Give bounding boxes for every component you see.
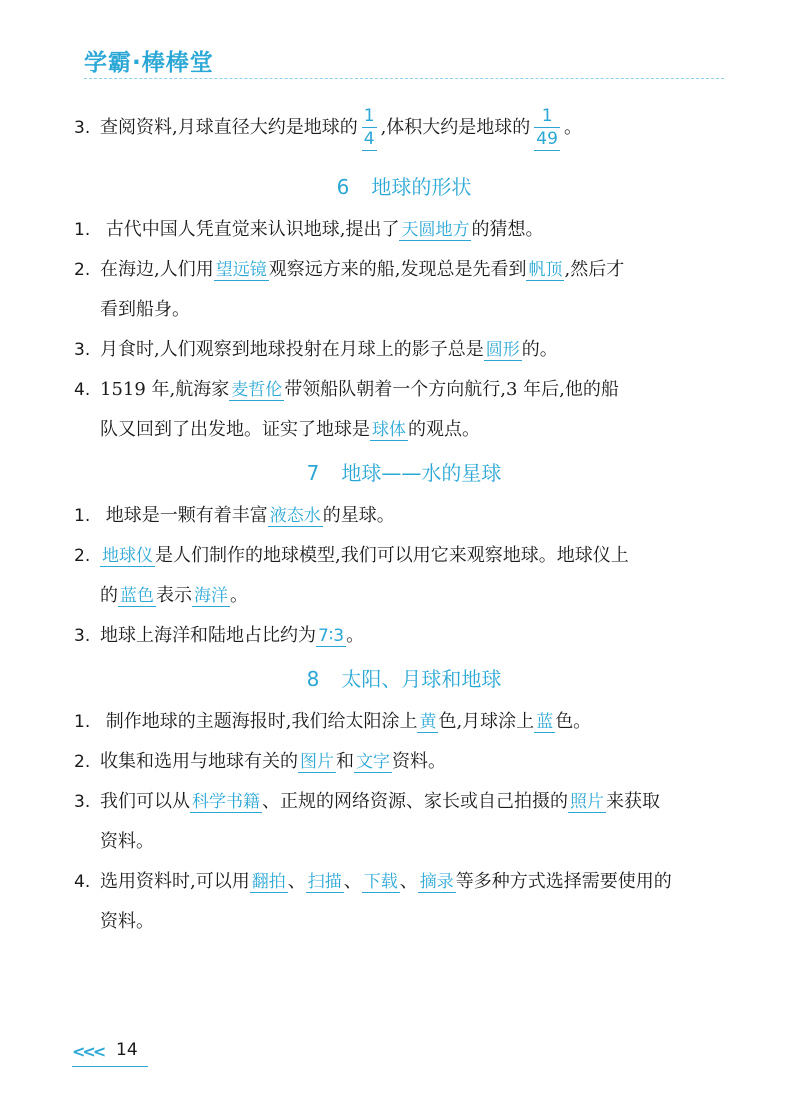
item-text: 。 (563, 117, 582, 138)
list-item (74, 370, 734, 410)
item-text: 色,月球涂上 (438, 711, 535, 732)
item-text: 月食时,人们观察到地球投射在月球上的影子总是 (100, 339, 484, 360)
item-text: 来获取 (606, 791, 660, 812)
list-item-continuation (74, 822, 734, 862)
page-header (84, 44, 724, 84)
answer-text: 蓝色 (120, 586, 154, 606)
item-text: 资料。 (100, 831, 154, 852)
list-item (74, 536, 734, 576)
answer-text: 海洋 (194, 586, 228, 606)
item-text: 等多种方式选择需要使用的 (455, 871, 672, 892)
item-text: 观察远方来的船,发现总是先看到 (268, 259, 527, 280)
item-text: ,然后才 (564, 259, 625, 280)
item-text: 查阅资料,月球直径大约是地球的 (100, 117, 358, 138)
fraction-numerator: 1 (541, 106, 553, 126)
answer-text: 照片 (570, 792, 604, 812)
item-number: 2. (74, 752, 91, 772)
header-divider (84, 78, 724, 79)
fraction-denominator: 49 (536, 129, 558, 149)
item-text: 看到船身。 (100, 299, 190, 320)
item-text: 选用资料时,可以用 (100, 871, 250, 892)
footer-divider (72, 1066, 148, 1067)
item-text: 1519 年,航海家 (100, 379, 230, 400)
fraction-numerator: 1 (363, 106, 375, 126)
item-text: 地球上海洋和陆地占比约为 (100, 625, 316, 646)
item-text: 是人们制作的地球模型,我们可以用它来观察地球。地球仪上 (155, 545, 629, 566)
chevrons-left-icon: <<< (72, 1042, 104, 1061)
item-number: 1. (74, 506, 91, 526)
item-text: 、 (399, 871, 418, 892)
page-number: 14 (116, 1040, 138, 1060)
item-text: 的观点。 (408, 419, 480, 440)
brand-title: 学霸·棒棒堂 (84, 50, 214, 76)
answer-text: 地球仪 (102, 546, 153, 566)
list-item (74, 862, 734, 902)
section-number: 7 (306, 461, 320, 485)
list-item (74, 496, 734, 536)
answer-text: 下载 (363, 872, 398, 892)
answer-text: 扫描 (307, 872, 342, 892)
item-number: 4. (74, 872, 91, 892)
section-heading (74, 450, 734, 496)
item-text: 带领船队朝着一个方向航行,3 年后,他的船 (284, 379, 619, 400)
answer-text: 蓝 (536, 712, 554, 732)
item-text: 的 (100, 585, 118, 606)
item-text: 地球是一颗有着丰富 (100, 505, 268, 526)
answer-text: 球体 (372, 420, 406, 440)
answer-text: 文字 (356, 752, 390, 772)
item-number: 4. (74, 380, 91, 400)
list-item (74, 782, 734, 822)
item-text: 。 (230, 585, 248, 606)
section-title: 太阳、月球和地球 (341, 667, 502, 691)
list-item-continuation (74, 576, 734, 616)
brand-logo (84, 48, 214, 78)
fraction (362, 105, 377, 151)
item-number: 1. (74, 220, 91, 240)
item-text: 的猜想。 (471, 219, 544, 240)
page-content (74, 92, 734, 942)
list-item (74, 702, 734, 742)
item-number: 2. (74, 260, 91, 280)
page-footer (72, 1040, 152, 1068)
section-number: 6 (336, 175, 350, 199)
answer-text: 望远镜 (215, 260, 267, 280)
answer-text: 圆形 (485, 340, 520, 360)
item-text: 和 (336, 751, 354, 772)
answer-text: 帆顶 (528, 260, 563, 280)
item-text: 表示 (156, 585, 192, 606)
section-heading (74, 164, 734, 210)
section-title: 地球的形状 (371, 175, 472, 199)
item-text: 古代中国人凭直觉来认识地球,提出了 (100, 219, 400, 240)
item-number: 3. (74, 626, 91, 646)
item-text: 、 (287, 871, 306, 892)
list-item-continuation (74, 410, 734, 450)
section-title: 地球——水的星球 (341, 461, 502, 485)
list-item (74, 742, 734, 782)
fraction-denominator: 4 (363, 129, 375, 149)
list-item (74, 92, 734, 164)
item-text: 资料。 (100, 911, 154, 932)
item-text: 的。 (521, 339, 558, 360)
answer-text: 图片 (300, 752, 334, 772)
item-text: 、 (343, 871, 362, 892)
fraction (534, 105, 560, 151)
item-text: 制作地球的主题海报时,我们给太阳涂上 (100, 711, 418, 732)
item-text: 队又回到了出发地。证实了地球是 (100, 419, 370, 440)
item-number: 3. (74, 118, 91, 138)
answer-text: 科学书籍 (192, 792, 260, 812)
answer-text: 液态水 (269, 506, 321, 526)
item-text: 色。 (555, 711, 592, 732)
list-item (74, 616, 734, 656)
answer-text: 麦哲伦 (231, 380, 283, 400)
answer-text: 翻拍 (251, 872, 286, 892)
item-number: 1. (74, 712, 91, 732)
list-item (74, 330, 734, 370)
section-heading (74, 656, 734, 702)
list-item-continuation (74, 902, 734, 942)
answer-text: 7∶3 (318, 626, 345, 646)
item-text: 。 (346, 625, 365, 646)
item-number: 3. (74, 340, 91, 360)
item-text: 收集和选用与地球有关的 (100, 751, 298, 772)
item-text: 资料。 (392, 751, 446, 772)
list-item (74, 210, 734, 250)
item-text: 在海边,人们用 (100, 259, 214, 280)
item-number: 3. (74, 792, 91, 812)
answer-text: 天圆地方 (401, 220, 470, 240)
item-text: 的星球。 (322, 505, 395, 526)
section-number: 8 (306, 667, 320, 691)
item-number: 2. (74, 546, 91, 566)
answer-text: 摘录 (419, 872, 454, 892)
item-text: 我们可以从 (100, 791, 190, 812)
list-item-continuation (74, 290, 734, 330)
item-text: 、正规的网络资源、家长或自己拍摄的 (262, 791, 568, 812)
item-text: ,体积大约是地球的 (380, 117, 531, 138)
list-item (74, 250, 734, 290)
answer-text: 黄 (419, 712, 437, 732)
